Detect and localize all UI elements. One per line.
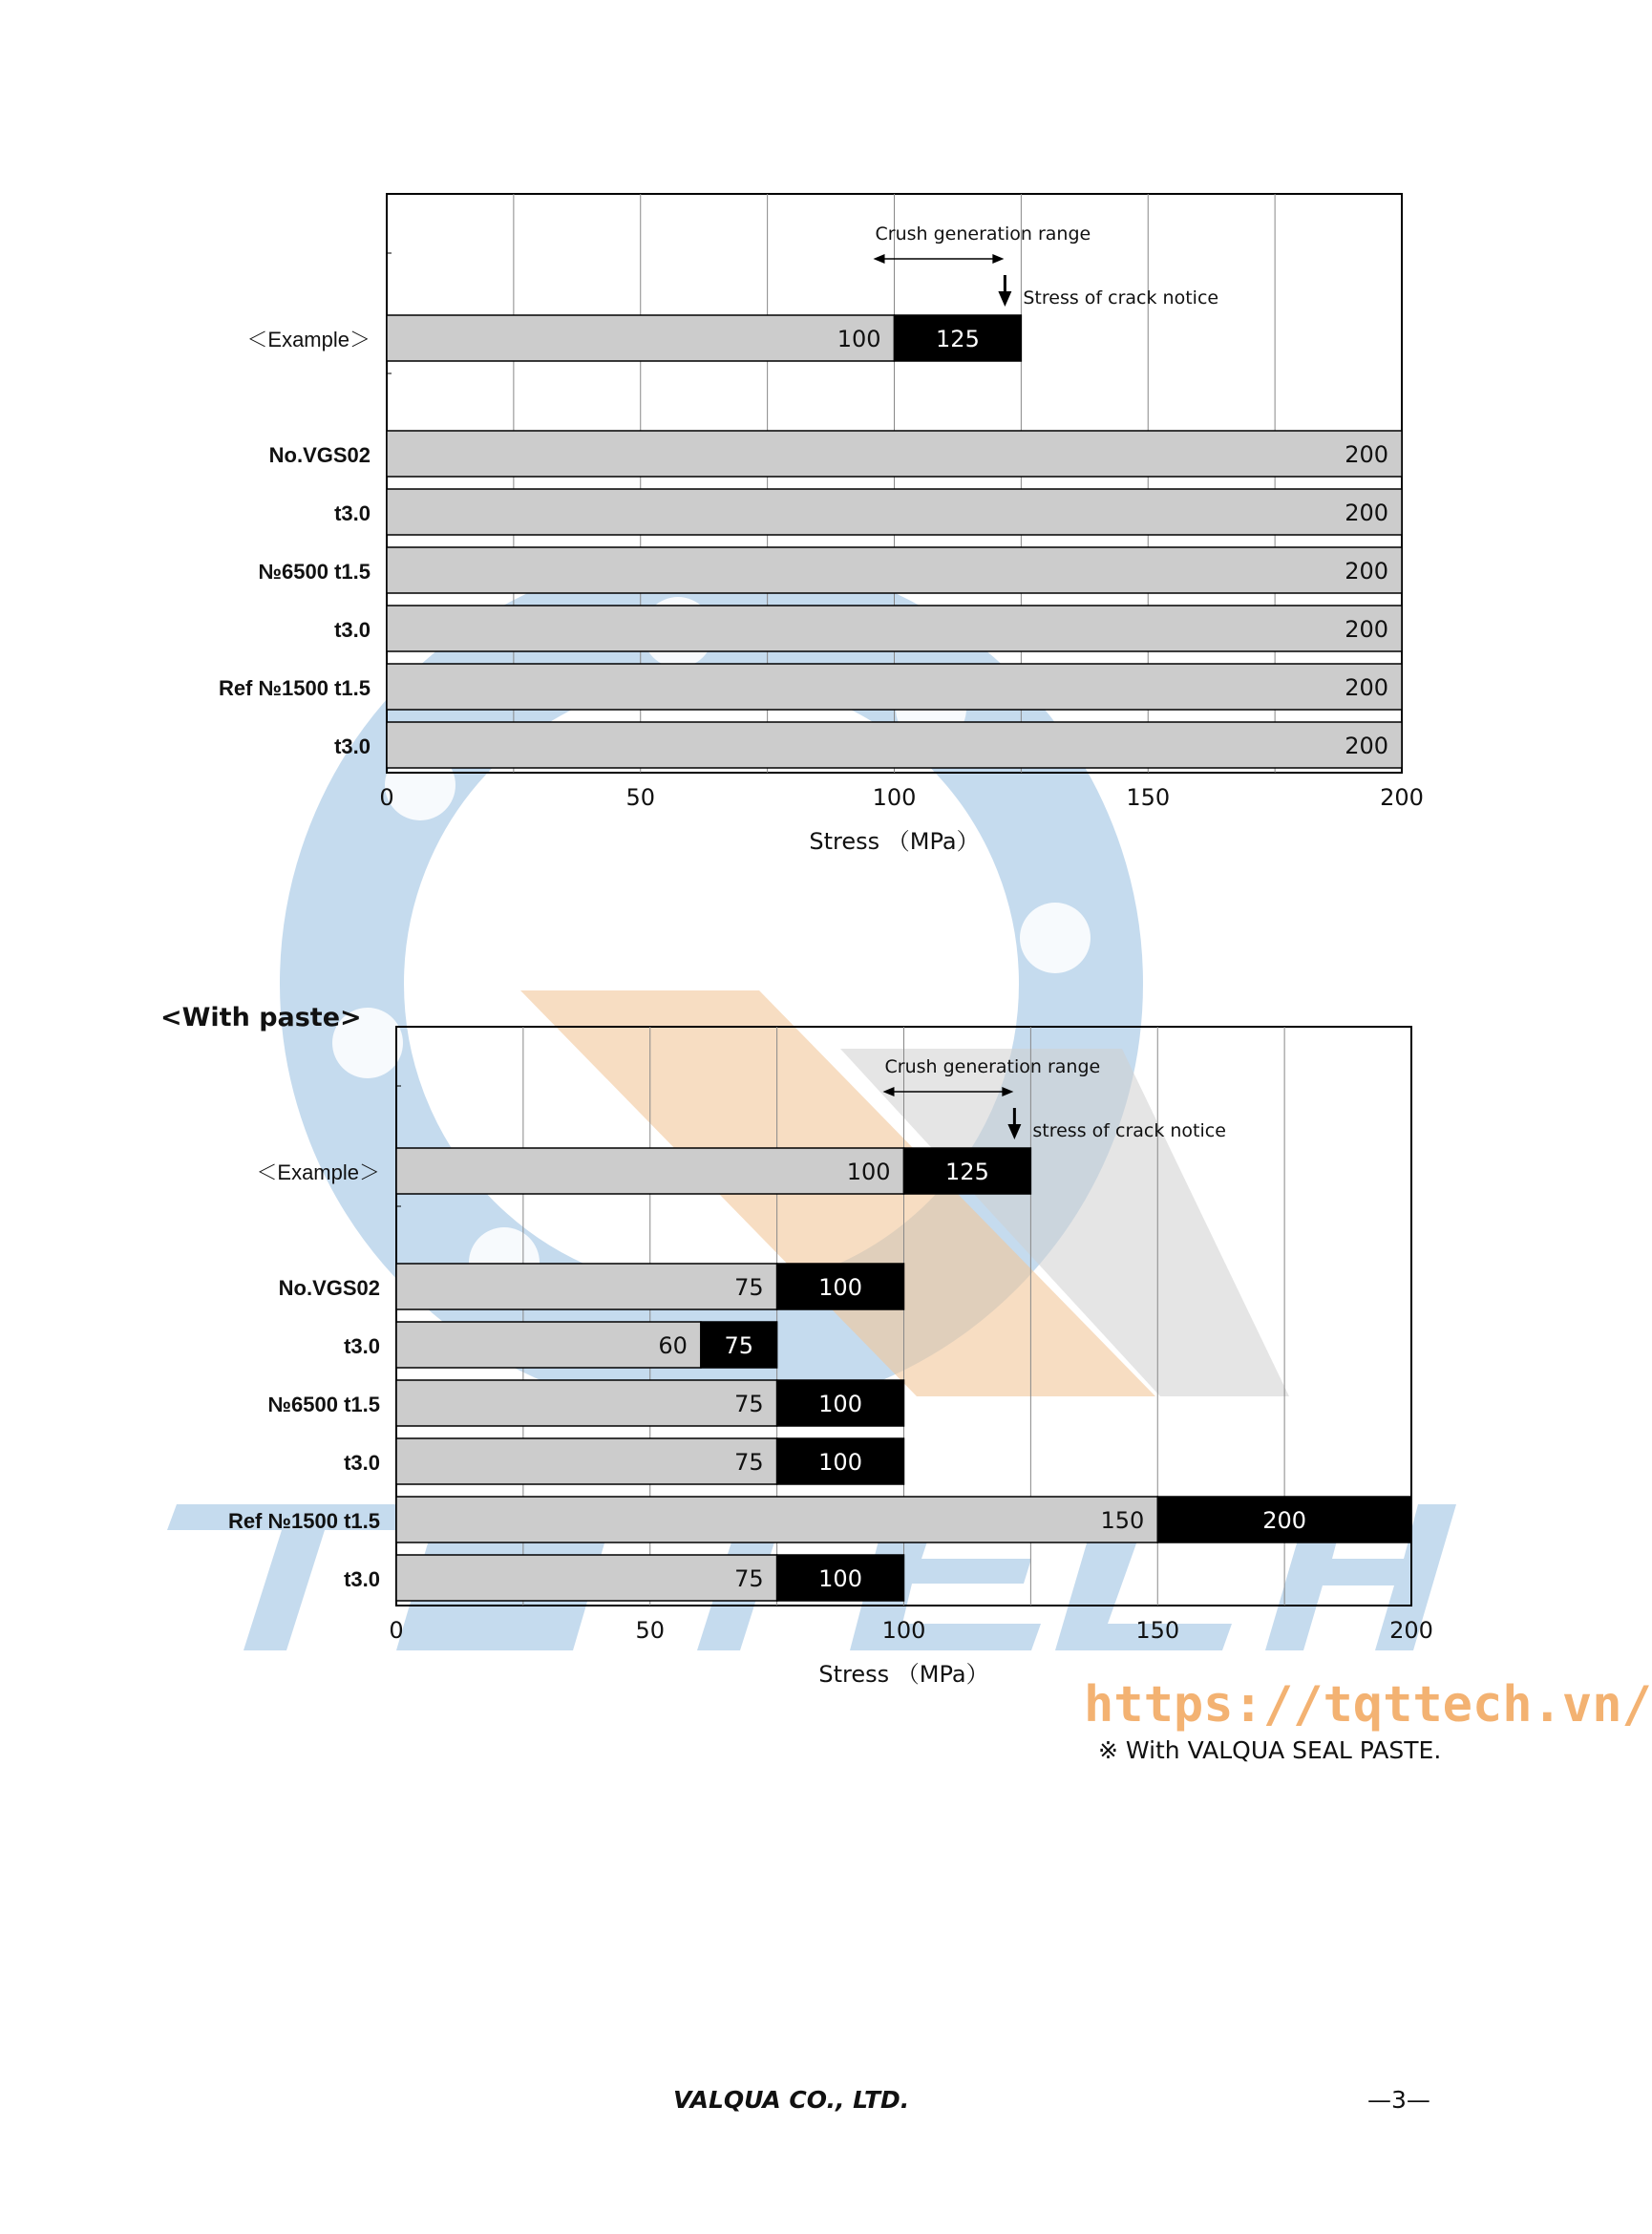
category-label: t3.0 bbox=[334, 618, 371, 642]
category-label: ＜Example＞ bbox=[256, 1160, 380, 1184]
category-label: No.VGS02 bbox=[268, 443, 371, 467]
bar-notice-segment bbox=[387, 315, 895, 361]
data-label-notice: 75 bbox=[734, 1449, 764, 1476]
category-label: t3.0 bbox=[344, 1334, 380, 1358]
category-label: t3.0 bbox=[344, 1451, 380, 1475]
data-label-crush: 100 bbox=[818, 1391, 862, 1417]
range-arrow-head-left bbox=[883, 1087, 895, 1096]
bar-notice-segment bbox=[387, 431, 1402, 477]
x-tick-label: 50 bbox=[625, 784, 656, 811]
chart-without-paste bbox=[218, 194, 1424, 882]
footnote: ※ With VALQUA SEAL PASTE. bbox=[1098, 1736, 1442, 1764]
chart-with-paste bbox=[227, 1027, 1433, 1714]
data-label-crush: 100 bbox=[818, 1565, 862, 1592]
bar-notice-segment bbox=[387, 547, 1402, 593]
category-label: t3.0 bbox=[334, 734, 371, 758]
page-number: —3— bbox=[1367, 2086, 1430, 2114]
annotation-crush-range: Crush generation range bbox=[875, 223, 1091, 245]
data-label-crush: 75 bbox=[724, 1332, 754, 1359]
data-label-notice: 100 bbox=[837, 326, 881, 352]
data-label-notice: 200 bbox=[1345, 674, 1388, 701]
bar-notice-segment bbox=[387, 489, 1402, 535]
x-tick-label: 150 bbox=[1126, 784, 1171, 811]
x-axis-label: Stress （MPa） bbox=[818, 1661, 989, 1688]
x-tick-label: 200 bbox=[1380, 784, 1424, 811]
notice-arrow-head bbox=[998, 291, 1011, 307]
category-label: ＜Example＞ bbox=[246, 328, 371, 351]
data-label-notice: 200 bbox=[1345, 441, 1388, 468]
bar-notice-segment bbox=[396, 1322, 701, 1368]
data-label-crush: 200 bbox=[1262, 1507, 1307, 1534]
category-label: No.VGS02 bbox=[278, 1276, 380, 1300]
bar-notice-segment bbox=[387, 664, 1402, 710]
bar-notice-segment bbox=[387, 722, 1402, 768]
data-label-notice: 200 bbox=[1345, 558, 1388, 585]
data-label-notice: 150 bbox=[1100, 1507, 1145, 1534]
data-label-notice: 200 bbox=[1345, 733, 1388, 759]
data-label-notice: 200 bbox=[1345, 616, 1388, 643]
category-label: t3.0 bbox=[334, 501, 371, 525]
watermark-url: https://tqttech.vn/ bbox=[1084, 1676, 1652, 1734]
x-tick-label: 150 bbox=[1135, 1617, 1180, 1644]
category-label: Ref №1500 t1.5 bbox=[218, 676, 371, 700]
x-tick-label: 100 bbox=[881, 1617, 926, 1644]
x-tick-label: 0 bbox=[389, 1617, 404, 1644]
x-tick-label: 100 bbox=[872, 784, 917, 811]
category-label: №6500 t1.5 bbox=[258, 560, 371, 584]
category-label: t3.0 bbox=[344, 1567, 380, 1591]
bar-notice-segment bbox=[396, 1380, 777, 1426]
data-label-notice: 60 bbox=[658, 1332, 688, 1359]
data-label-crush: 100 bbox=[818, 1449, 862, 1476]
data-label-crush: 100 bbox=[818, 1274, 862, 1301]
bar-notice-segment bbox=[387, 606, 1402, 651]
range-arrow-head-right bbox=[1002, 1087, 1013, 1096]
company-name: VALQUA CO., LTD. bbox=[673, 2086, 910, 2114]
bar-notice-segment bbox=[396, 1497, 1157, 1543]
data-label-crush: 125 bbox=[936, 326, 980, 352]
data-label-notice: 75 bbox=[734, 1274, 764, 1301]
annotation-crack-notice: stress of crack notice bbox=[1032, 1120, 1226, 1141]
category-label: Ref №1500 t1.5 bbox=[227, 1509, 380, 1533]
x-axis-label: Stress （MPa） bbox=[809, 828, 980, 855]
range-arrow-head-left bbox=[874, 254, 885, 264]
range-arrow-head-right bbox=[992, 254, 1004, 264]
data-label-crush: 125 bbox=[945, 1159, 989, 1185]
with-paste-heading: <With paste> bbox=[160, 1003, 362, 1032]
annotation-crush-range: Crush generation range bbox=[884, 1056, 1101, 1077]
data-label-notice: 75 bbox=[734, 1391, 764, 1417]
x-tick-label: 0 bbox=[379, 784, 394, 811]
category-label: №6500 t1.5 bbox=[267, 1393, 380, 1416]
x-tick-label: 200 bbox=[1389, 1617, 1433, 1644]
data-label-notice: 75 bbox=[734, 1565, 764, 1592]
bar-notice-segment bbox=[396, 1148, 904, 1194]
data-label-notice: 200 bbox=[1345, 500, 1388, 526]
x-tick-label: 50 bbox=[635, 1617, 666, 1644]
notice-arrow-head bbox=[1007, 1124, 1021, 1139]
bar-notice-segment bbox=[396, 1264, 777, 1309]
bar-notice-segment bbox=[396, 1438, 777, 1484]
bar-notice-segment bbox=[396, 1555, 777, 1601]
annotation-crack-notice: Stress of crack notice bbox=[1023, 287, 1219, 309]
data-label-notice: 100 bbox=[846, 1159, 891, 1185]
